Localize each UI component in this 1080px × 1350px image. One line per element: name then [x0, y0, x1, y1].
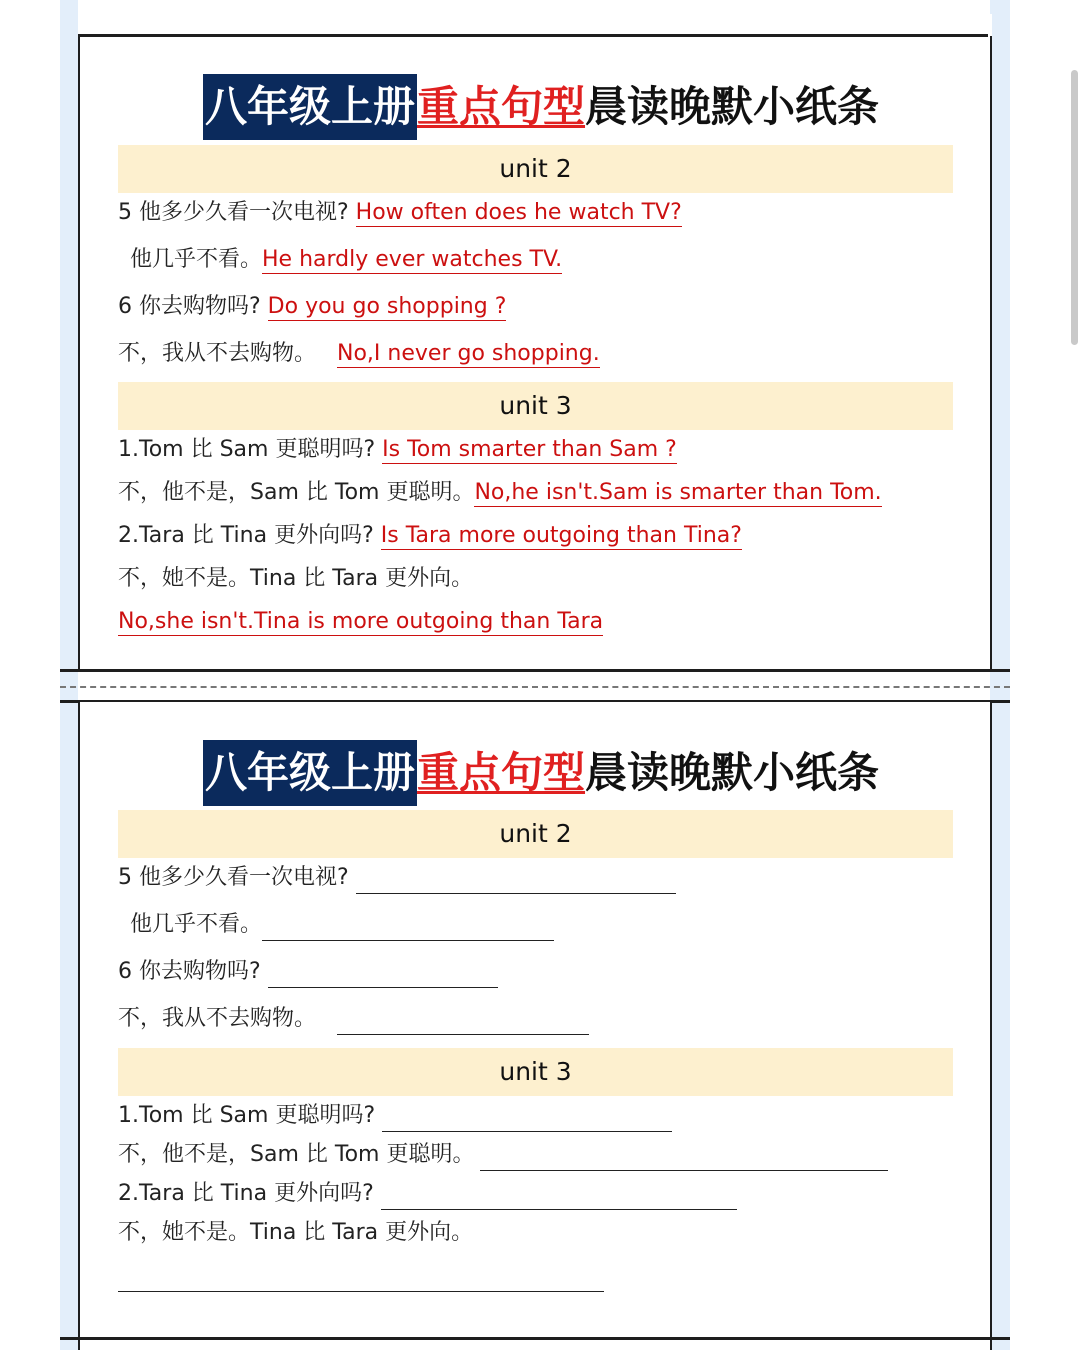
practice-row — [118, 1217, 473, 1249]
sentence-row — [118, 434, 677, 466]
practice-row — [118, 1178, 737, 1210]
practice-row — [118, 1139, 888, 1171]
chinese-prompt: 5 他多少久看一次电视? — [118, 200, 349, 225]
card-bottom-rule — [60, 669, 1010, 672]
sentence-row — [118, 520, 742, 552]
chinese-prompt: 5 他多少久看一次电视? — [118, 865, 349, 890]
answer-blank[interactable] — [382, 1107, 672, 1132]
answer-blank[interactable] — [262, 916, 554, 941]
unit-2-header: unit 2 — [118, 810, 953, 858]
chinese-prompt: 不，她不是。Tina 比 Tara 更外向。 — [118, 1220, 474, 1245]
answer-blank[interactable] — [356, 869, 676, 894]
practice-row — [130, 909, 554, 941]
chinese-prompt: 他几乎不看。 — [130, 247, 263, 272]
right-margin-strip — [990, 0, 1010, 1350]
english-answer: How often does he watch TV? — [355, 200, 682, 225]
practice-row — [118, 1003, 589, 1035]
practice-card-title — [203, 740, 879, 806]
chinese-prompt: 1.Tom 比 Sam 更聪明吗? — [118, 437, 376, 462]
answer-blank[interactable] — [118, 1267, 604, 1292]
title-black-part: 晨读晚默小纸条 — [585, 82, 880, 131]
card-bottom-rule — [60, 1337, 1010, 1340]
practice-row — [118, 1100, 672, 1132]
sentence-row — [118, 291, 506, 323]
practice-row — [118, 862, 676, 894]
answer-blank[interactable] — [268, 963, 498, 988]
sentence-row — [118, 197, 682, 229]
chinese-prompt: 不，她不是。Tina 比 Tara 更外向。 — [118, 566, 474, 591]
answer-blank[interactable] — [337, 1010, 589, 1035]
chinese-prompt: 他几乎不看。 — [130, 912, 263, 937]
chinese-prompt: 1.Tom 比 Sam 更聪明吗? — [118, 1103, 376, 1128]
sentence-row — [130, 244, 562, 276]
chinese-prompt: 6 你去购物吗? — [118, 959, 261, 984]
title-black-part: 晨读晚默小纸条 — [585, 748, 880, 797]
left-margin-strip — [60, 0, 78, 1350]
title-red-part: 重点句型 — [417, 748, 586, 797]
answer-blank[interactable] — [381, 1185, 737, 1210]
english-answer: Is Tom smarter than Sam ? — [382, 437, 677, 462]
chinese-prompt: 不，他不是，Sam 比 Tom 更聪明。 — [118, 480, 475, 505]
english-answer: Do you go shopping ? — [267, 294, 507, 319]
chinese-prompt: 不，我从不去购物。 — [118, 1006, 317, 1031]
answer-blank[interactable] — [480, 1146, 888, 1171]
title-highlight-part: 八年级上册 — [203, 740, 417, 806]
answer-card-title — [203, 74, 879, 140]
english-answer: Is Tara more outgoing than Tina? — [380, 523, 742, 548]
chinese-prompt: 6 你去购物吗? — [118, 294, 261, 319]
sentence-row — [118, 563, 473, 595]
scrollbar-thumb[interactable] — [1071, 70, 1078, 345]
sentence-row — [118, 477, 882, 509]
title-red-part: 重点句型 — [417, 82, 586, 131]
cut-line-divider — [60, 686, 1010, 688]
english-answer: No,she isn't.Tina is more outgoing than Tara — [118, 609, 604, 634]
practice-row — [118, 956, 498, 988]
title-highlight-part: 八年级上册 — [203, 74, 417, 140]
unit-3-header: unit 3 — [118, 382, 953, 430]
english-answer: No,I never go shopping. — [337, 341, 600, 366]
chinese-prompt: 2.Tara 比 Tina 更外向吗? — [118, 523, 374, 548]
answer-card-top-border — [78, 14, 988, 37]
chinese-prompt: 不，他不是，Sam 比 Tom 更聪明。 — [118, 1142, 475, 1167]
chinese-prompt: 2.Tara 比 Tina 更外向吗? — [118, 1181, 374, 1206]
english-answer: No,he isn't.Sam is smarter than Tom. — [474, 480, 882, 505]
sentence-row — [118, 338, 600, 370]
unit-3-header: unit 3 — [118, 1048, 953, 1096]
sentence-row — [118, 606, 603, 638]
practice-row — [118, 1260, 604, 1292]
english-answer: He hardly ever watches TV. — [262, 247, 563, 272]
unit-2-header: unit 2 — [118, 145, 953, 193]
chinese-prompt: 不，我从不去购物。 — [118, 341, 317, 366]
